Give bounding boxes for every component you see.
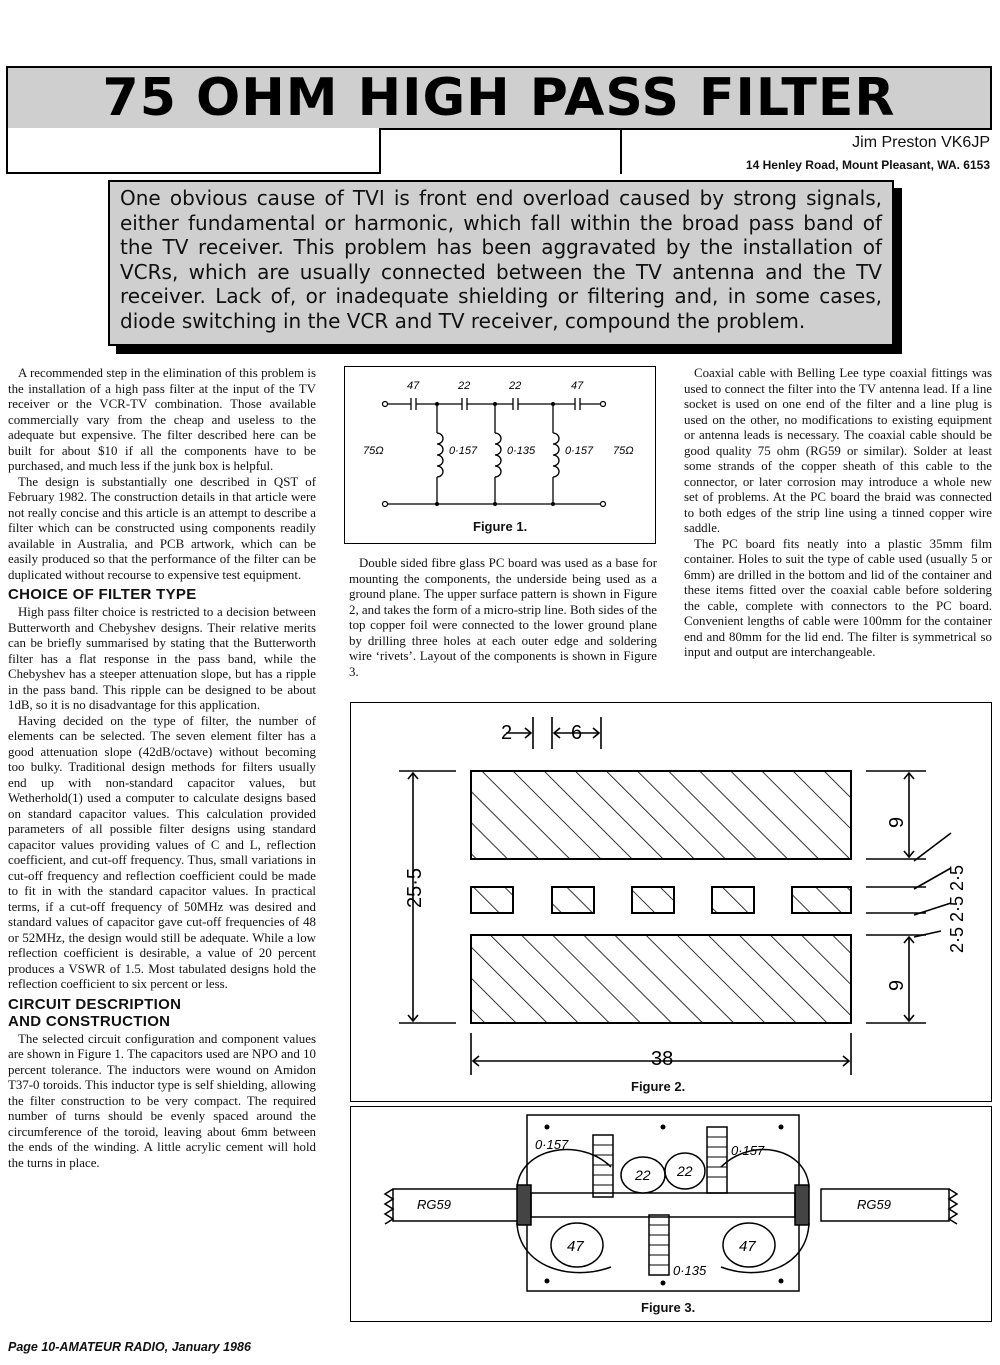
- capacitor-label: 47: [571, 380, 584, 392]
- dimension-label: 6: [571, 722, 583, 744]
- inductor-label: 0·157: [565, 445, 594, 457]
- paragraph: A recommended step in the elimination of this problem is the installation of a high pass filter at the input of the TV receiver or the VCR-TV combination. Those available commercially vary from the cheap and useless to the adequate but expensive. The filter described here can be built for about $10 if all the components have to be purchased, and much less if the junk box is helpful.: [8, 366, 316, 473]
- capacitor-label: 22: [509, 380, 522, 392]
- figure-2: [350, 702, 992, 1102]
- part-label: 22: [677, 1163, 693, 1179]
- paragraph: The selected circuit configuration and component values are shown in Figure 1. The capacitors used are NPO and 10 percent tolerance. The inductors were wound on Amidon T37-0 toroids. This inductor type is self shielding, allowing the filter construction to be very compact. The required number of turns should be evenly spaced around the circumference of the toroid, leaving about 6mm between the ends of the winding. A little acrylic cement will hold the turns in place.: [8, 1031, 316, 1170]
- capacitor-label: 47: [407, 380, 420, 392]
- cable-label: RG59: [857, 1197, 891, 1212]
- paragraph: The design is substantially one described in QST of February 1982. The construction details in that article were not really concise and this article is an attempt to describe a filter which can be constructed using components readily available in Australia, and PCB artwork, which can be easily produced so that the performance of the filter can be duplicated without recourse to expensive test equipment.: [8, 474, 316, 582]
- dimension-label: 2·5 2·5 2·5: [947, 864, 967, 953]
- dimension-label: 2: [501, 722, 513, 744]
- component-layout-drawing: [351, 1107, 990, 1320]
- ground-strip-bottom: [471, 935, 851, 1023]
- part-label: 0·157: [535, 1137, 569, 1152]
- circuit-diagram: [345, 367, 654, 542]
- figure-caption: Figure 1.: [473, 519, 528, 534]
- author-name: Jim Preston VK6JP: [852, 134, 990, 151]
- paragraph: Coaxial cable with Belling Lee type coaxial fittings was used to connect the filter into the TV antenna lead. If a line socket is used on one end of the filter and a line plug is used on the other, no modifications to existing equipment or antenna leads is necessary. The coaxial cable should be good quality 75 ohm (RG59 or similar). Solder at least some strands of the copper sheath of this cable to the connector, or later corrosion may introduce a whole new set of problems. At the PC board the braid was connected to both edges of the strip line using a tinned copper wire saddle.: [684, 366, 992, 535]
- section-heading: AND CONSTRUCTION: [8, 1012, 171, 1030]
- figure-1: [344, 366, 656, 544]
- abstract: One obvious cause of TVI is front end overload caused by strong signals, either fundamental or harmonic, which fall within the broad pass band of the TV receiver. This problem has been aggravated by the installation of VCRs, which are usually connected between the TV antenna and the TV receiver. Lack of, or inadequate shielding or filtering and, in some cases, diode switching in the VCR and TV receiver, compound the problem.: [108, 180, 894, 346]
- inductor-label: 0·157: [449, 445, 478, 457]
- paragraph: The PC board fits neatly into a plastic 35mm film container. Holes to suit the type of cable used (usually 5 or 6mm) are drilled in the bottom and lid of the container and these items fitted over the coaxial cable before soldering the cable, complete with connectors to the PC board. Convenient lengths of cable were 100mm for the container end and 80mm for the lid end. The filter is symmetrical so input and output are interchangeable.: [684, 536, 992, 659]
- figure-caption: Figure 2.: [631, 1079, 686, 1094]
- part-label: 22: [635, 1167, 651, 1183]
- capacitor-label: 22: [458, 380, 471, 392]
- dimension-label: 9: [886, 979, 908, 991]
- paragraph: Having decided on the type of filter, the number of elements can be selected. The seven element filter has a good attenuation slope (42dB/octave) without becoming too bulky. Traditional design methods for filters usually end up with non-standard capacitor values, but Wetherhold(1) used a computer to calculate designs based on standard capacitor values. This calculation provided parameters of all possible filter designs using standard capacitor values providing values of C and L, reflection coefficient, and cut-off frequency. Thus, small variations in cut-off frequency and reflection coefficient could be made to fit in with the standard capacitor values. In practical terms, if a cut-off frequency of 50MHz was desired and standard values of capacitor gave cut-off frequencies of 48 or 52MHz, the design would still be adequate. While a low reflection coefficient is desirable, a value of 20 percent produces a VSWR of 1.5. Most tabulated designs hold the reflection coefficient to six percent or less.: [8, 713, 316, 991]
- port-label: 75Ω: [363, 445, 384, 457]
- title-banner: [6, 66, 992, 130]
- port-label: 75Ω: [613, 445, 634, 457]
- part-label: 47: [567, 1238, 584, 1255]
- column-2: [349, 556, 657, 680]
- dimension-label: 9: [886, 816, 908, 828]
- inductor-label: 0·135: [507, 445, 536, 457]
- dimension-label: 25·5: [404, 867, 426, 908]
- title-frame-left: [6, 128, 381, 174]
- column-3: [684, 366, 992, 661]
- part-label: 47: [739, 1238, 756, 1255]
- section-heading: CIRCUIT DESCRIPTION: [8, 995, 182, 1013]
- section-heading: CHOICE OF FILTER TYPE: [8, 586, 197, 603]
- ground-strip-top: [471, 771, 851, 859]
- column-1: [8, 366, 316, 1171]
- page-title: 75 OHM HIGH PASS FILTER: [102, 68, 896, 128]
- dimension-label: 38: [651, 1048, 674, 1070]
- cable-label: RG59: [417, 1197, 451, 1212]
- page-footer: [8, 1340, 251, 1354]
- pcb-pattern-drawing: [351, 703, 990, 1100]
- figure-3: [350, 1106, 992, 1322]
- paragraph: Double sided fibre glass PC board was used as a base for mounting the components, the underside being used as a ground plane. The upper surface pattern is shown in Figure 2, and takes the form of a micro-strip line. Both sides of the top copper foil were connected to the lower ground plane by drilling three holes at each outer edge and soldering wire ‘rivets’. Layout of the components is shown in Figure 3.: [349, 556, 657, 679]
- magazine-issue: -AMATEUR RADIO, January 1986: [55, 1340, 251, 1354]
- figure-caption: Figure 3.: [641, 1300, 696, 1315]
- part-label: 0·157: [731, 1143, 765, 1158]
- part-label: 0·135: [673, 1263, 707, 1278]
- paragraph: High pass filter choice is restricted to a decision between Butterworth and Chebyshev designs. Their relative merits can be briefly summarised by stating that the Butterworth filter has a flat response in the pass band, while the Chebyshev has a steeper attenuation slope, but has a ripple in the pass band. This ripple can be designed to be about 1dB, so it is no disadvantage for this application.: [8, 605, 316, 712]
- page-number: Page 10: [8, 1340, 56, 1354]
- author-address: 14 Henley Road, Mount Pleasant, WA. 6153: [745, 158, 990, 172]
